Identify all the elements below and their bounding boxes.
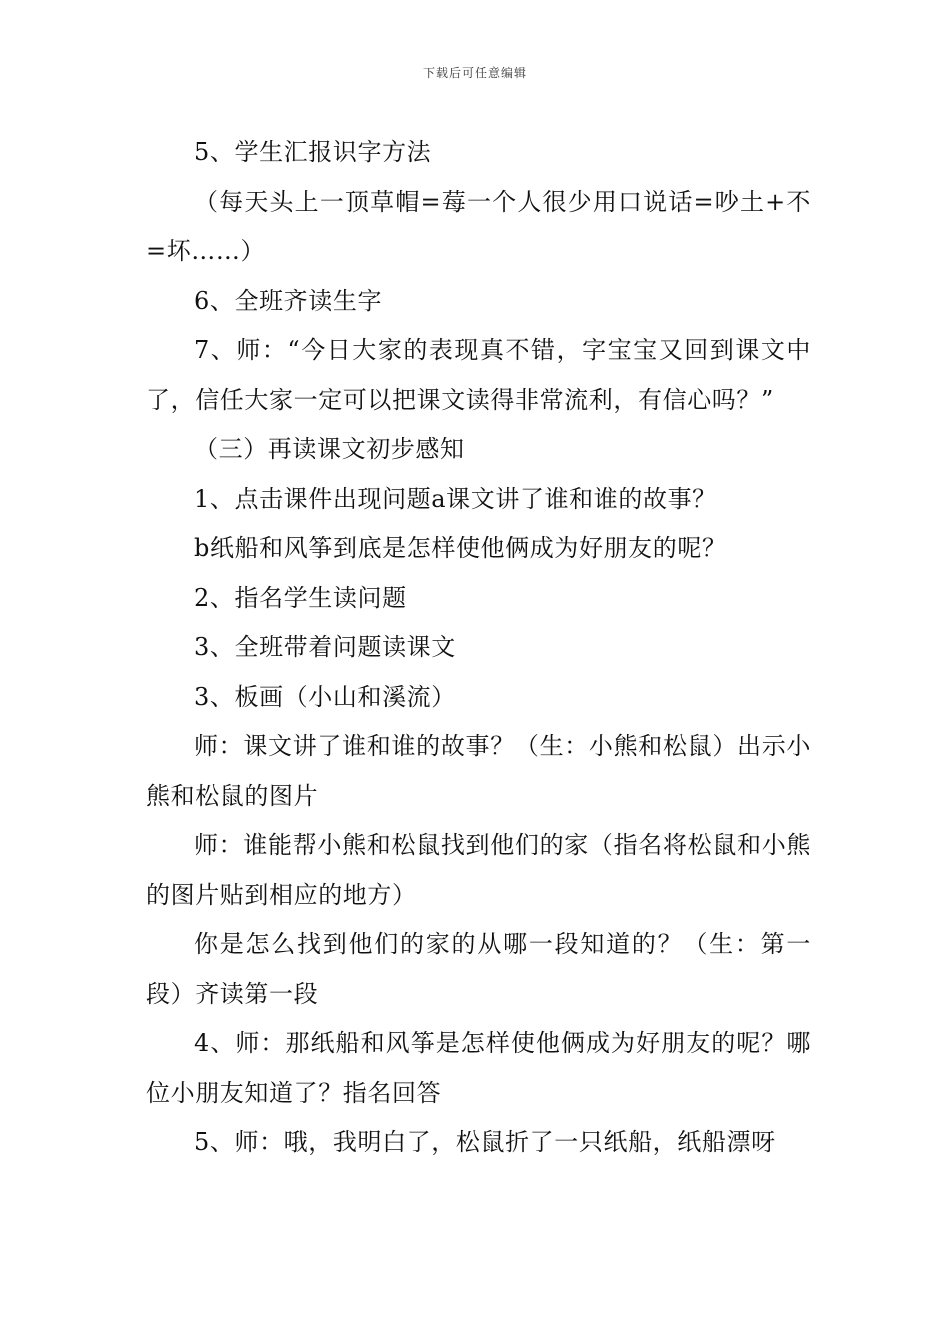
paragraph-question-a: 1、点击课件出现问题a课文讲了谁和谁的故事？ (194, 484, 717, 513)
paragraph-literacy-methods: （每天头上一顶草帽=莓一个人很少用口说话=吵土+不=坏……） (146, 187, 811, 265)
paragraph-step-5-report: 5、学生汇报识字方法 (194, 138, 432, 166)
paragraph-which-section: 你是怎么找到他们的家的从哪一段知道的？（生：第一段）齐读第一段 (146, 930, 811, 1008)
section-heading-reread: （三）再读课文初步感知 (194, 435, 465, 463)
paragraph-step-7-teacher: 7、师：“今日大家的表现真不错，字宝宝又回到课文中了，信任大家一定可以把课文读得非常流利，有信心吗？” (146, 336, 811, 414)
paragraph-question-b: b纸船和风筝到底是怎样使他俩成为好朋友的呢？ (194, 534, 727, 562)
page-header: 下载后可任意编辑 (422, 66, 527, 80)
paragraph-step-4: 4、师：那纸船和风筝是怎样使他俩成为好朋友的呢？哪位小朋友知道了？指名回答 (146, 1029, 811, 1107)
paragraph-teacher-story: 师：课文讲了谁和谁的故事？（生：小熊和松鼠）出示小熊和松鼠的图片 (146, 732, 811, 810)
paragraph-step-6-read: 6、全班齐读生字 (194, 286, 383, 315)
document-body (146, 128, 811, 1168)
paragraph-teacher-home: 师：谁能帮小熊和松鼠找到他们的家（指名将松鼠和小熊的图片贴到相应的地方） (146, 831, 811, 909)
paragraph-step-2: 2、指名学生读问题 (194, 583, 407, 612)
paragraph-step-3-read: 3、全班带着问题读课文 (194, 633, 456, 661)
paragraph-step-5-teacher: 5、师：哦，我明白了，松鼠折了一只纸船，纸船漂呀 (194, 1128, 776, 1156)
paragraph-step-3-draw: 3、板画（小山和溪流） (194, 682, 456, 711)
